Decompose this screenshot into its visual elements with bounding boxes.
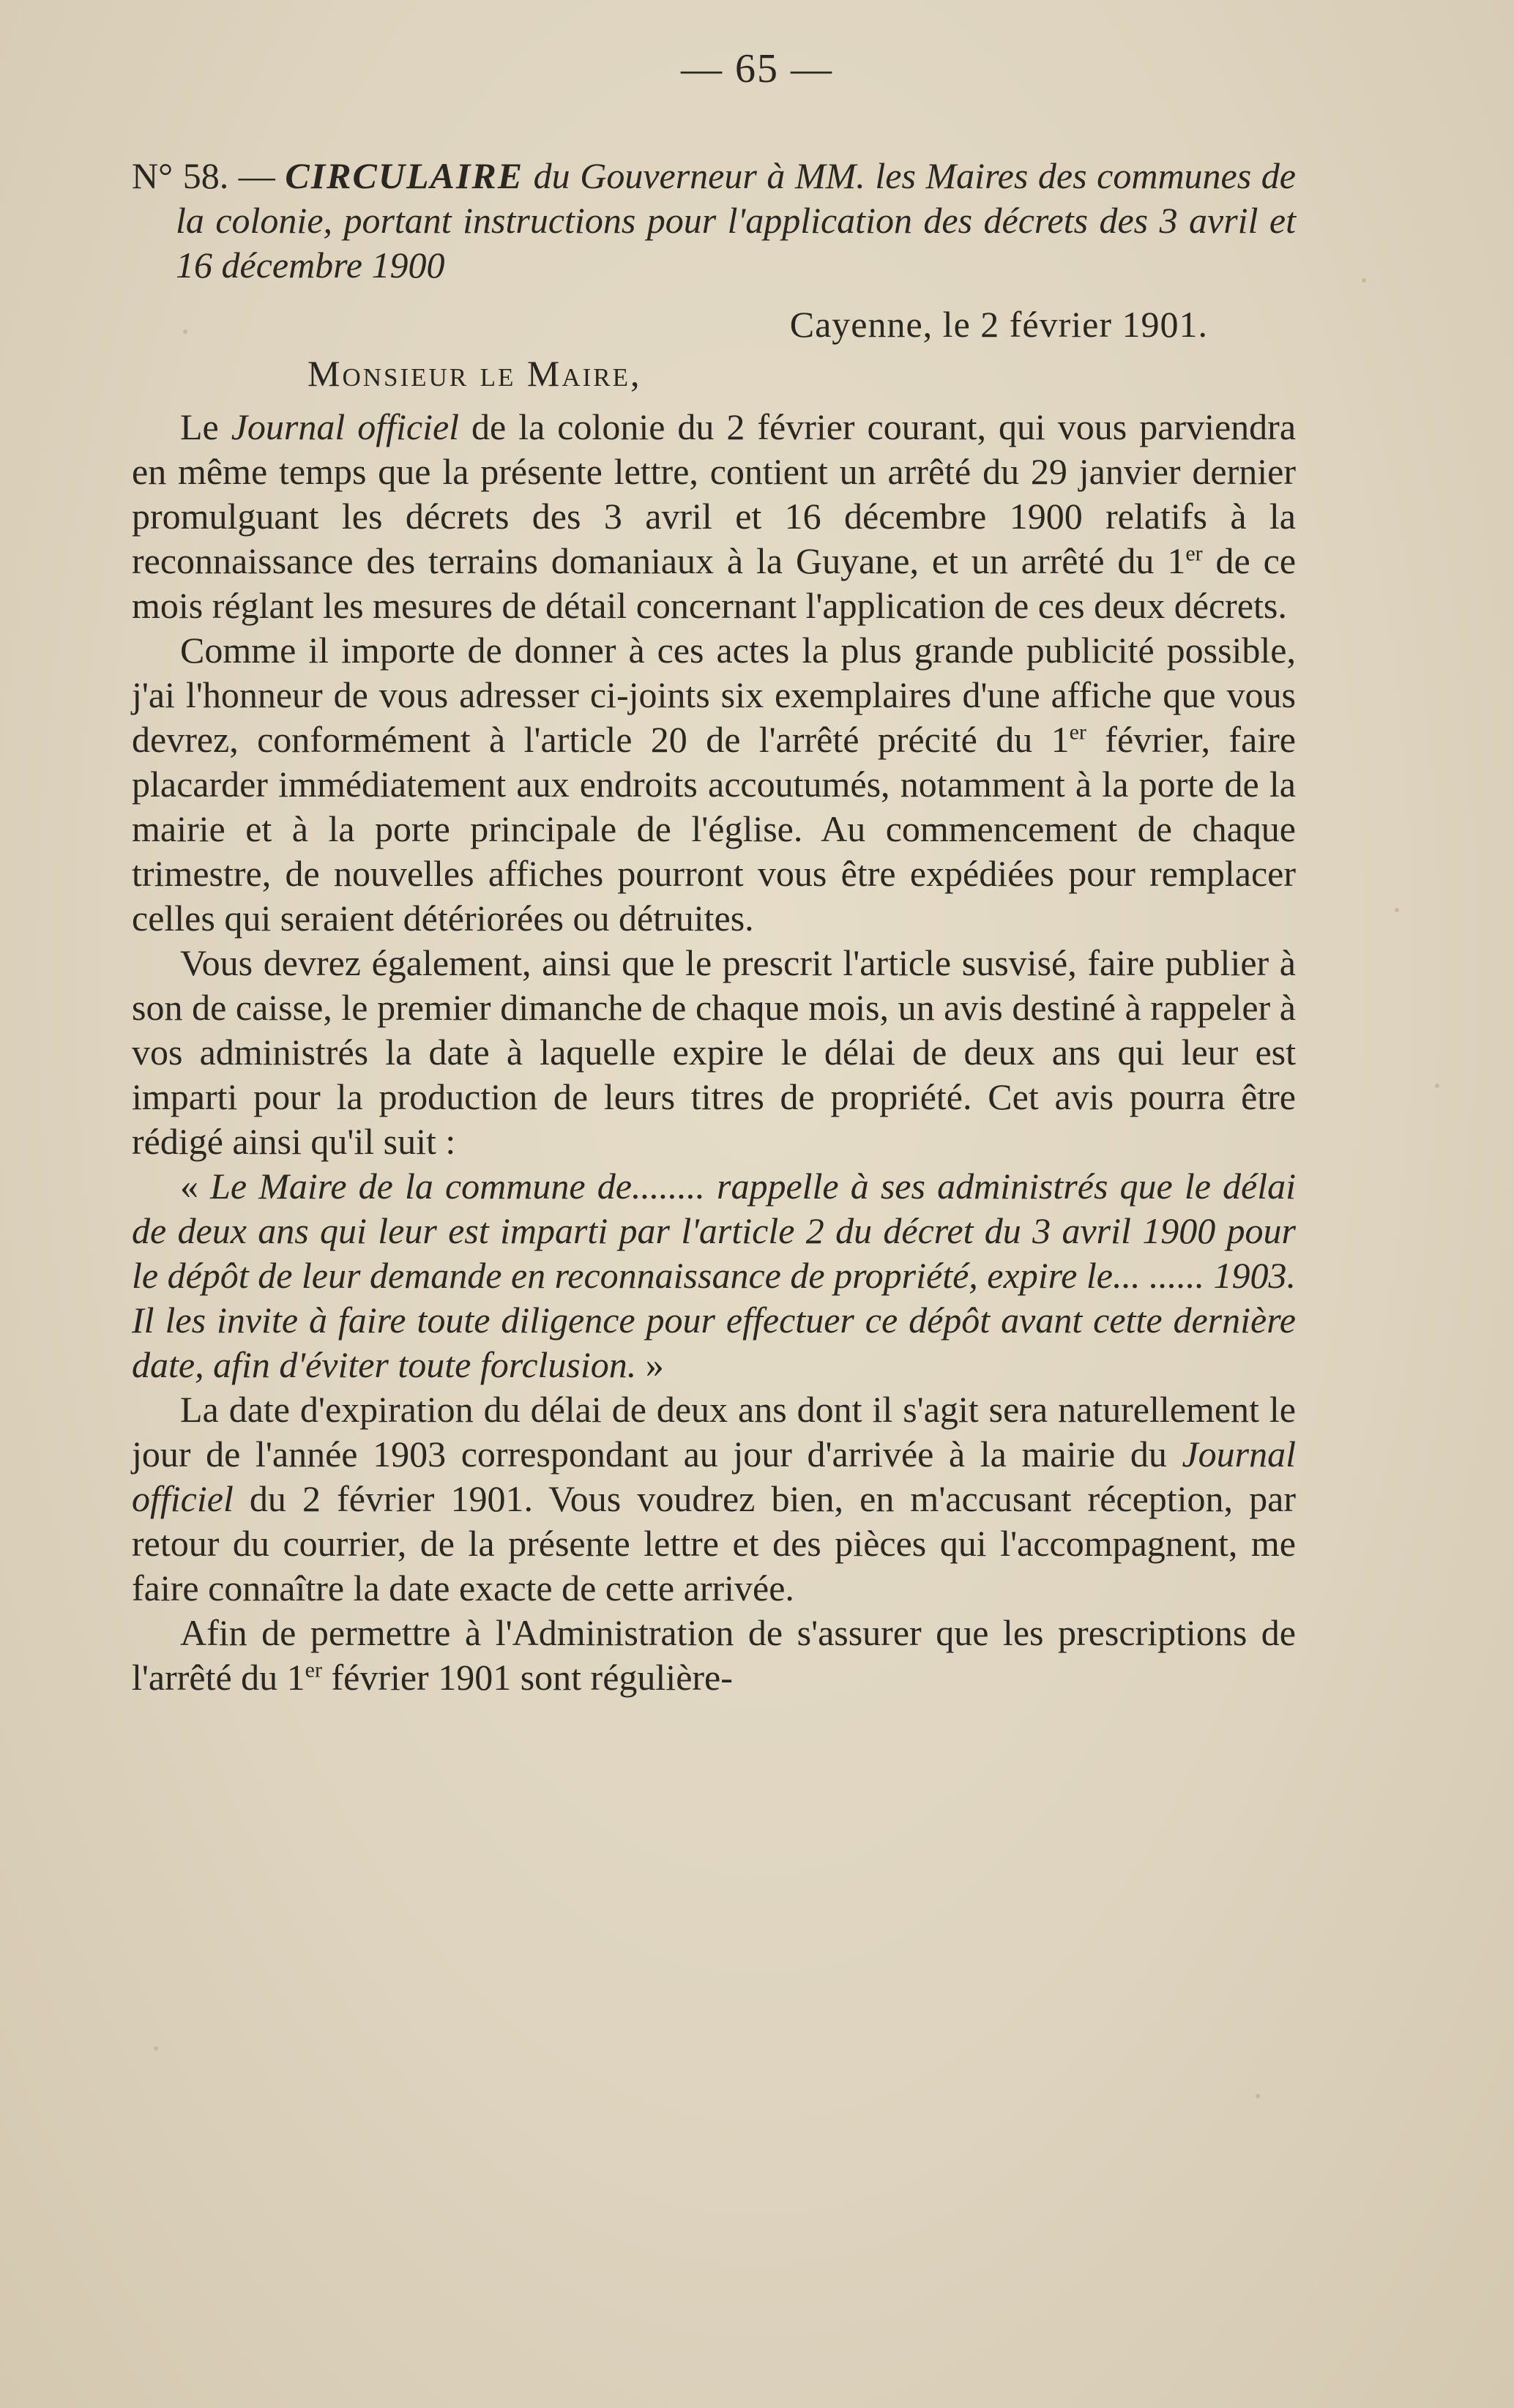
paragraph-1-b: de la colonie du 2 février courant, qui vous parviendra en même temps que la présente lettre, contient un arrêté du 29 janvier dernier promulguant les décrets des 3 avril et 16 décembre 1900 relatifs à la reconnaissance des terrains domaniaux à la Guyane, et un arrêté du 1 bbox=[132, 406, 1297, 581]
paragraph-6-b: février 1901 sont régulière- bbox=[321, 1657, 733, 1698]
quote-close: » bbox=[636, 1344, 664, 1385]
paper-speck bbox=[154, 2046, 158, 2051]
document-body bbox=[132, 117, 1296, 1700]
paragraph-5 bbox=[132, 1387, 1296, 1611]
ordinal-superscript: er bbox=[1069, 720, 1086, 745]
paragraph-2-a: Comme il importe de donner à ces actes la plus grande publicité possible, j'ai l'honneur de vous adresser ci-joints six exemplaires d'une affiche que vous devrez, conformément à l'article 20 de l'arrêté précité du 1 bbox=[132, 630, 1296, 760]
paragraph-5-a: La date d'expiration du délai de deux ans dont il s'agit sera naturellement le jour de l'année 1903 correspondant au jour d'arrivée à la mairie du bbox=[132, 1389, 1296, 1475]
paper-speck bbox=[1435, 1084, 1439, 1088]
paragraph-3: Vous devrez également, ainsi que le prescrit l'article susvisé, faire publier à son de caisse, le premier dimanche de chaque mois, un avis destiné à rappeler à vos administrés la date à laquelle expire le délai de deux ans qui leur est imparti pour la production de leurs titres de propriété. Cet avis pourra être rédigé ainsi qu'il suit : bbox=[132, 942, 1296, 1162]
paper-speck bbox=[183, 329, 187, 334]
paragraph-1-c: de ce mois réglant les mesures de détail concernant l'application de ces deux décrets. bbox=[132, 540, 1297, 626]
paragraph-1 bbox=[132, 405, 1296, 628]
ordinal-superscript: er bbox=[305, 1658, 322, 1682]
circular-label: CIRCULAIRE bbox=[285, 155, 524, 196]
paragraph-6 bbox=[132, 1611, 1296, 1700]
ordinal-superscript: er bbox=[1185, 541, 1203, 566]
paragraph-2-b: février, faire placarder immédiatement aux endroits accoutumés, notamment à la porte de la mairie et à la porte principale de l'église. Au commencement de chaque trimestre, de nouvelles affiches pourront vous être expédiées pour remplacer celles qui seraient détériorées ou détruites. bbox=[132, 719, 1296, 939]
paper-speck bbox=[1395, 908, 1399, 912]
date-line: Cayenne, le 2 février 1901. bbox=[789, 304, 1208, 345]
circular-title: du Gouverneur à MM. les Maires des communes de la colonie, portant instructions pour l'application des décrets des 3 avril et 16 décembre 1900 bbox=[176, 155, 1296, 286]
circular-heading bbox=[132, 154, 1296, 288]
circular-number: N° 58. — bbox=[132, 155, 286, 196]
journal-title: Journal officiel bbox=[231, 406, 460, 447]
paragraph-6-a: Afin de permettre à l'Administration de s'assurer que les prescriptions de l'arrêté du 1 bbox=[132, 1612, 1296, 1698]
quoted-notice: Le Maire de la commune de........ rappelle à ses administrés que le délai de deux ans qui leur est imparti par l'article 2 du décret du 3 avril 1900 pour le dépôt de leur demande en reconnaissance de propriété, expire le... ...... 1903. Il les invite à faire toute diligence pour effectuer ce dépôt avant cette dernière date, afin d'éviter toute forclusion. bbox=[132, 1166, 1297, 1385]
paper-speck bbox=[1362, 278, 1366, 283]
quote-open: « bbox=[180, 1166, 211, 1207]
paragraph-1-a: Le bbox=[180, 406, 231, 447]
salutation: Monsieur le Maire, bbox=[307, 353, 642, 394]
paragraph-2 bbox=[132, 628, 1296, 941]
journal-title: Journal officiel bbox=[132, 1434, 1296, 1519]
paragraph-5-b: du 2 février 1901. Vous voudrez bien, en m'accusant réception, par retour du courrier, de la présente lettre et des pièces qui l'accompagnent, me faire connaître la date exacte de cette arrivée. bbox=[132, 1478, 1296, 1609]
paragraph-4-quote bbox=[132, 1164, 1296, 1387]
paper-speck bbox=[1256, 2094, 1260, 2098]
page-number: — 65 — bbox=[681, 46, 833, 92]
